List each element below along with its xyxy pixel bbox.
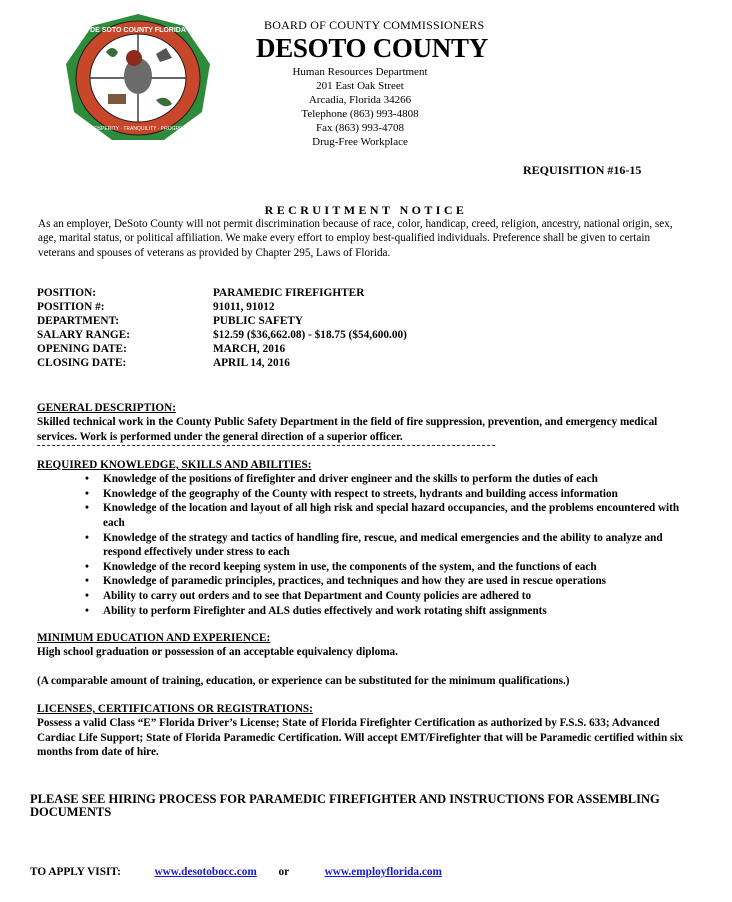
- bullet-icon: •: [85, 473, 89, 486]
- field-value: $12.59 ($36,662.08) - $18.75 ($54,600.00): [213, 329, 407, 341]
- field-label: POSITION:: [37, 287, 97, 299]
- bullet-icon: •: [85, 487, 89, 500]
- bullet-icon: •: [85, 604, 89, 617]
- section-heading: LICENSES, CERTIFICATIONS OR REGISTRATIONS:: [37, 703, 313, 715]
- bullet-icon: •: [85, 590, 89, 603]
- field-row: [37, 314, 407, 328]
- general-description-text: Skilled technical work in the County Public Safety Department in the field of fire suppression, prevention, and emergency medical services. Work is performed under the general direction of a superior officer.: [37, 416, 658, 443]
- dashed-divider: [37, 445, 495, 446]
- field-row: [37, 342, 407, 356]
- field-row: [37, 300, 407, 314]
- field-row: [37, 356, 407, 370]
- fax-line: Fax (863) 993-4708: [316, 122, 404, 135]
- ksa-list: [37, 472, 687, 618]
- field-label: OPENING DATE:: [37, 343, 127, 355]
- city-line: Arcadia, Florida 34266: [308, 94, 412, 107]
- bullet-icon: •: [85, 575, 89, 588]
- bullet-icon: •: [85, 560, 89, 573]
- bullet-icon: •: [85, 502, 89, 515]
- bullet-icon: •: [85, 531, 89, 544]
- county-seal-logo: [64, 12, 212, 144]
- field-label: CLOSING DATE:: [37, 357, 127, 369]
- department-line: Human Resources Department: [292, 66, 428, 78]
- apply-label: TO APPLY VISIT:: [30, 866, 121, 878]
- ksa-section: [37, 458, 687, 618]
- field-value: 91011, 91012: [213, 301, 275, 313]
- field-value: APRIL 14, 2016: [213, 357, 290, 369]
- list-item: • Knowledge of the geography of the County with respect to streets, hydrants and building access information: [85, 487, 618, 500]
- list-item: • Knowledge of the strategy and tactics of handling fire, rescue, and medical emergencies and the ability to analyze and respond effectively under stress to each: [85, 531, 663, 559]
- section-heading: MINIMUM EDUCATION AND EXPERIENCE:: [37, 632, 271, 644]
- requisition-number: REQUISITION #16-15: [523, 163, 642, 177]
- board-heading: BOARD OF COUNTY COMMISSIONERS: [264, 18, 485, 32]
- education-requirement: High school graduation or possession of an acceptable equivalency diploma.: [37, 646, 398, 659]
- county-title: DESOTO COUNTY: [256, 33, 488, 63]
- hiring-process-notice: PLEASE SEE HIRING PROCESS FOR PARAMEDIC FIREFIGHTER AND INSTRUCTIONS FOR ASSEMBLING DOCUMENTS: [30, 792, 660, 819]
- section-heading: GENERAL DESCRIPTION:: [37, 402, 176, 414]
- telephone-line: Telephone (863) 993-4808: [301, 108, 419, 121]
- notice-title: RECRUITMENT NOTICE: [264, 203, 468, 217]
- employflorida-link[interactable]: www.employflorida.com: [324, 866, 442, 878]
- street-line: 201 East Oak Street: [316, 80, 404, 93]
- desotobocc-link[interactable]: www.desotobocc.com: [154, 866, 257, 878]
- svg-text:PROSPERITY · TRANQUILITY · PRO: PROSPERITY · TRANQUILITY · PROGRESS: [86, 126, 190, 132]
- position-details: [37, 286, 407, 370]
- general-description-section: [37, 401, 687, 444]
- list-item: • Knowledge of the location and layout of all high risk and special hazard occupancies, and the problems encountered with each: [85, 502, 680, 530]
- field-value: PARAMEDIC FIREFIGHTER: [213, 287, 365, 299]
- field-row: [37, 286, 407, 300]
- or-text: or: [278, 866, 289, 878]
- education-section: [37, 631, 687, 688]
- svg-text:DE SOTO COUNTY FLORIDA: DE SOTO COUNTY FLORIDA: [90, 27, 186, 34]
- list-item: • Knowledge of the positions of firefighter and driver engineer and the skills to perform the duties of each: [85, 473, 598, 486]
- field-label: POSITION #:: [37, 301, 105, 313]
- field-value: PUBLIC SAFETY: [213, 315, 304, 327]
- list-item: • Ability to perform Firefighter and ALS duties effectively and work rotating shift assignments: [85, 604, 547, 617]
- apply-line: [30, 866, 442, 878]
- field-row: [37, 328, 407, 342]
- field-label: SALARY RANGE:: [37, 329, 131, 341]
- licenses-text: Possess a valid Class “E” Florida Driver’s License; State of Florida Firefighter Certification as authorized by F.S.S. 633; Advanced Cardiac Life Support; State of Florida Paramedic Certification. Will accept EMT/Firefighter that will be Paramedic certified within six months from date of hire.: [37, 717, 684, 758]
- licenses-section: [37, 702, 687, 759]
- department-address-block: [288, 65, 432, 150]
- education-substitution-note: (A comparable amount of training, education, or experience can be substituted for the minimum qualifications.): [37, 674, 570, 687]
- drug-free-line: Drug-Free Workplace: [312, 136, 408, 149]
- list-item: • Ability to carry out orders and to see that Department and County policies are adhered to: [85, 590, 532, 603]
- equal-opportunity-statement: As an employer, DeSoto County will not permit discrimination because of race, color, handicap, creed, religion, ancestry, national origin, sex, age, marital status, or political affiliation. We make every effort to employ best-qualified individuals. Preference shall be given to certain veterans and spouses of veterans as provided by Chapter 295, Laws of Florida.: [38, 218, 673, 259]
- list-item: • Knowledge of paramedic principles, practices, and techniques and how they are used in rescue operations: [85, 575, 607, 588]
- field-value: MARCH, 2016: [213, 343, 286, 355]
- field-label: DEPARTMENT:: [37, 315, 120, 327]
- list-item: • Knowledge of the record keeping system in use, the components of the system, and the functions of each: [85, 560, 597, 573]
- section-heading: REQUIRED KNOWLEDGE, SKILLS AND ABILITIES:: [37, 459, 312, 471]
